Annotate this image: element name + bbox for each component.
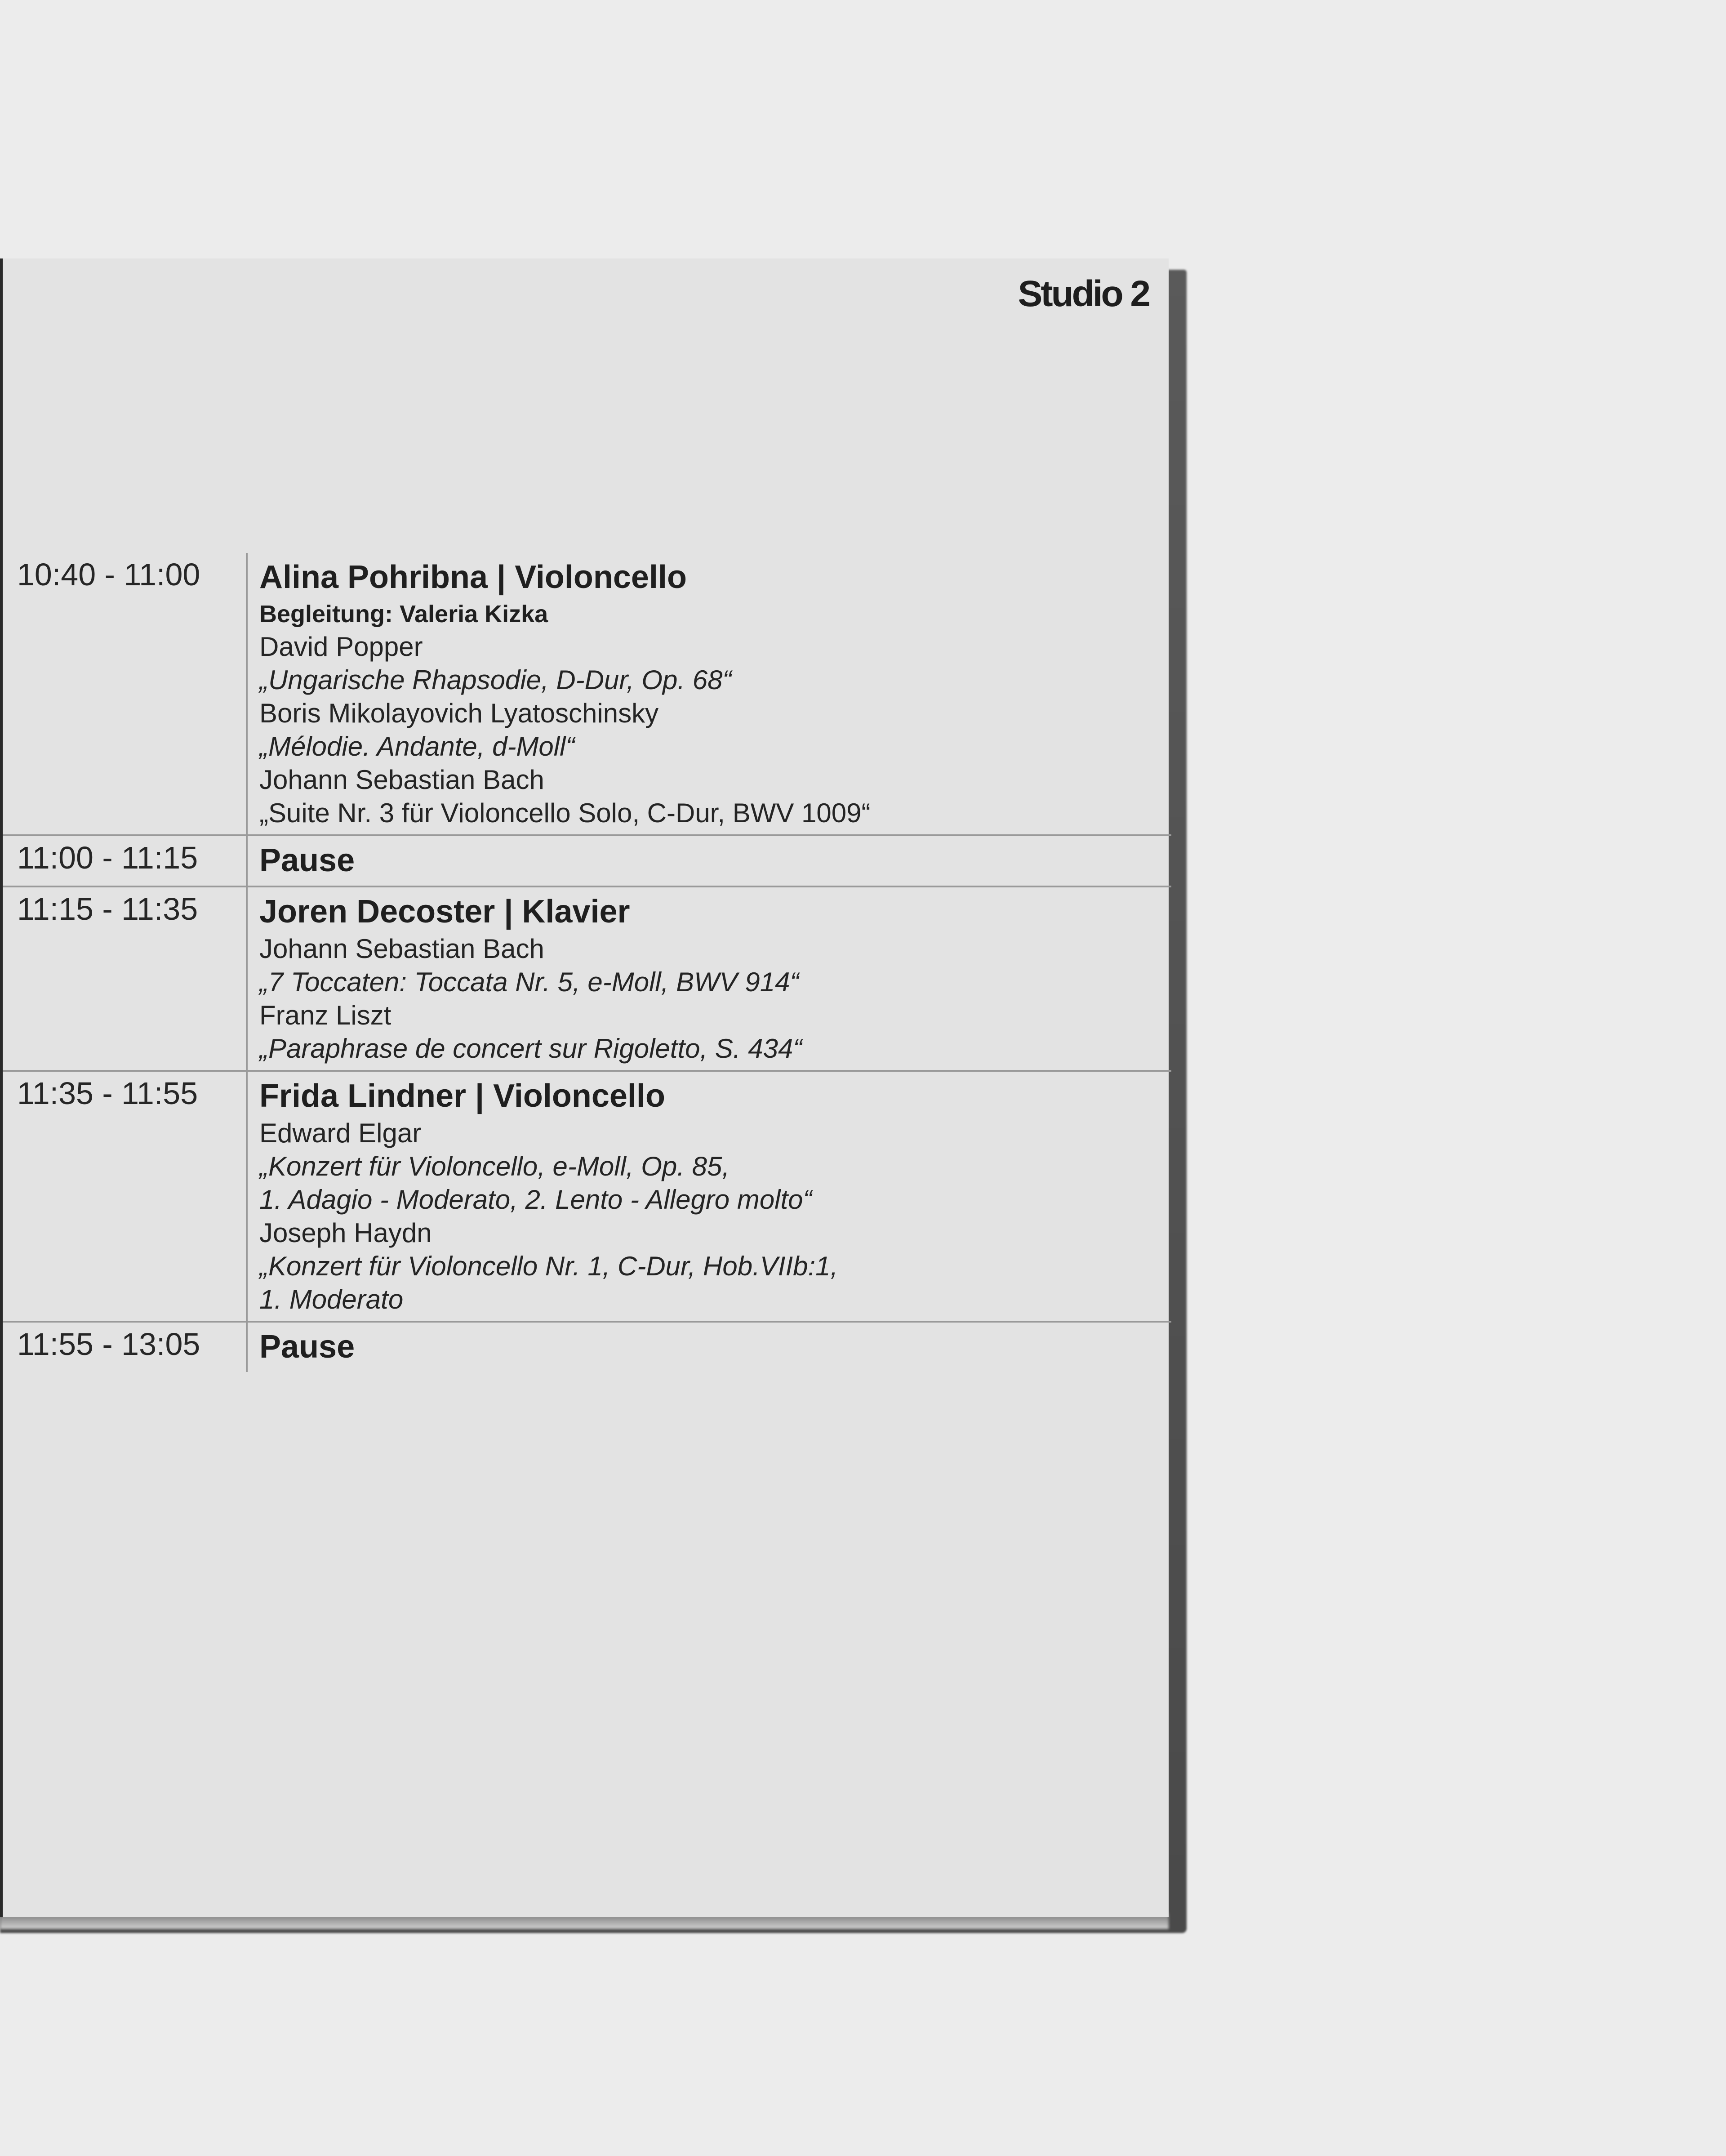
schedule-row xyxy=(3,887,1171,1072)
time-slot: 10:40 - 11:00 xyxy=(3,553,248,834)
composer: Edward Elgar xyxy=(259,1118,422,1148)
performer-name: Frida Lindner | Violoncello xyxy=(259,1078,665,1114)
performer-name: Alina Pohribna | Violoncello xyxy=(259,559,687,595)
slot-content xyxy=(248,836,1171,886)
schedule-row xyxy=(3,836,1171,887)
piece-title: „Ungarische Rhapsodie, D-Dur, Op. 68“ xyxy=(259,665,732,695)
time-slot: 11:15 - 11:35 xyxy=(3,887,248,1070)
piece-title: „7 Toccaten: Toccata Nr. 5, e-Moll, BWV 914“ xyxy=(259,967,799,997)
pause-label: Pause xyxy=(259,1329,355,1365)
slot-content xyxy=(248,887,1171,1070)
page-title: Studio 2 xyxy=(1018,273,1149,314)
accompaniment: Begleitung: Valeria Kizka xyxy=(259,601,548,628)
slot-content xyxy=(248,1323,1171,1372)
schedule-table xyxy=(3,553,1171,1372)
piece-title: 1. Moderato xyxy=(259,1284,404,1314)
composer: Franz Liszt xyxy=(259,1000,391,1030)
slot-content xyxy=(248,553,1171,834)
composer: Johann Sebastian Bach xyxy=(259,934,544,964)
composer: David Popper xyxy=(259,632,423,662)
performer-name: Joren Decoster | Klavier xyxy=(259,894,630,930)
piece-title: „Mélodie. Andante, d-Moll“ xyxy=(259,731,575,762)
piece-title: 1. Adagio - Moderato, 2. Lento - Allegro molto“ xyxy=(259,1185,812,1215)
composer: Johann Sebastian Bach xyxy=(259,765,544,795)
piece-title: „Paraphrase de concert sur Rigoletto, S. 434“ xyxy=(259,1033,802,1064)
composer: Boris Mikolayovich Lyatoschinsky xyxy=(259,698,659,728)
time-slot: 11:00 - 11:15 xyxy=(3,836,248,886)
piece-title: „Konzert für Violoncello Nr. 1, C-Dur, Hob.VIIb:1, xyxy=(259,1251,838,1281)
composer: Joseph Haydn xyxy=(259,1218,432,1248)
piece-title: „Suite Nr. 3 für Violoncello Solo, C-Dur, BWV 1009“ xyxy=(259,798,871,828)
time-slot: 11:35 - 11:55 xyxy=(3,1072,248,1321)
slot-content xyxy=(248,1072,1171,1321)
schedule-row xyxy=(3,553,1171,836)
schedule-row xyxy=(3,1323,1171,1372)
piece-title: „Konzert für Violoncello, e-Moll, Op. 85, xyxy=(259,1151,730,1181)
program-page xyxy=(0,258,1169,1917)
schedule-row xyxy=(3,1072,1171,1323)
pause-label: Pause xyxy=(259,842,355,878)
time-slot: 11:55 - 13:05 xyxy=(3,1323,248,1372)
